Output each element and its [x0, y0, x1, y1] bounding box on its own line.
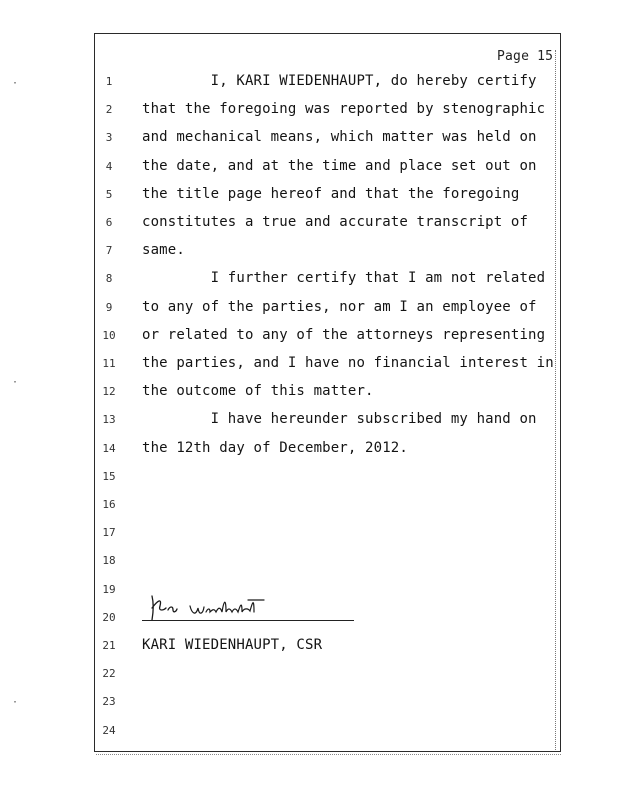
transcript-line: KARI WIEDENHAUPT, CSR: [142, 637, 323, 653]
line-number: 11: [102, 357, 116, 370]
line-number: 6: [105, 216, 113, 229]
transcript-line: to any of the parties, nor am I an employee of: [142, 298, 537, 315]
line-number: 2: [105, 103, 113, 117]
signature: [146, 590, 276, 624]
line-number: 20: [102, 610, 116, 624]
bottom-edge-rule: [96, 754, 561, 755]
transcript-line: I have hereunder subscribed my hand on: [142, 411, 537, 428]
transcript-line: the 12th day of December, 2012.: [142, 439, 408, 456]
margin-mark: ·: [12, 78, 19, 89]
line-number: 18: [102, 554, 116, 568]
line-number: 7: [105, 244, 113, 258]
transcript-line: the parties, and I have no financial interest in: [142, 355, 554, 371]
line-number: 23: [102, 695, 116, 709]
line-number: 1: [105, 75, 113, 88]
line-number: 9: [105, 300, 113, 314]
line-number: 19: [102, 582, 116, 596]
line-number: 4: [105, 159, 113, 173]
line-number: 13: [102, 413, 116, 427]
line-number: 24: [102, 723, 116, 737]
line-number: 14: [102, 441, 116, 455]
line-number: 10: [102, 328, 116, 342]
transcript-line: constitutes a true and accurate transcript of: [142, 214, 529, 230]
right-margin-rule: [555, 50, 557, 750]
transcript-line: I further certify that I am not related: [142, 270, 546, 287]
page-number: Page 15: [497, 49, 554, 64]
line-number: 3: [105, 131, 113, 145]
margin-mark: ·: [12, 377, 19, 388]
transcript-line: the outcome of this matter.: [142, 383, 374, 400]
line-number: 16: [102, 498, 116, 511]
signature-line: [142, 620, 354, 621]
transcript-line: or related to any of the attorneys representing: [142, 326, 546, 343]
line-number: 17: [102, 526, 116, 540]
transcript-line: and mechanical means, which matter was held on: [142, 129, 537, 146]
transcript-line: that the foregoing was reported by stenographic: [142, 101, 546, 118]
transcript-line: same.: [142, 242, 185, 259]
line-number: 22: [102, 667, 116, 681]
line-number: 5: [105, 187, 113, 201]
margin-mark: ·: [12, 697, 19, 708]
line-number: 21: [102, 639, 116, 652]
line-number: 8: [105, 272, 113, 286]
transcript-line: the date, and at the time and place set out on: [142, 157, 537, 174]
line-number: 15: [102, 469, 116, 483]
transcript-line: I, KARI WIEDENHAUPT, do hereby certify: [142, 73, 537, 89]
line-number: 12: [102, 385, 116, 399]
transcript-line: the title page hereof and that the foregoing: [142, 185, 520, 202]
